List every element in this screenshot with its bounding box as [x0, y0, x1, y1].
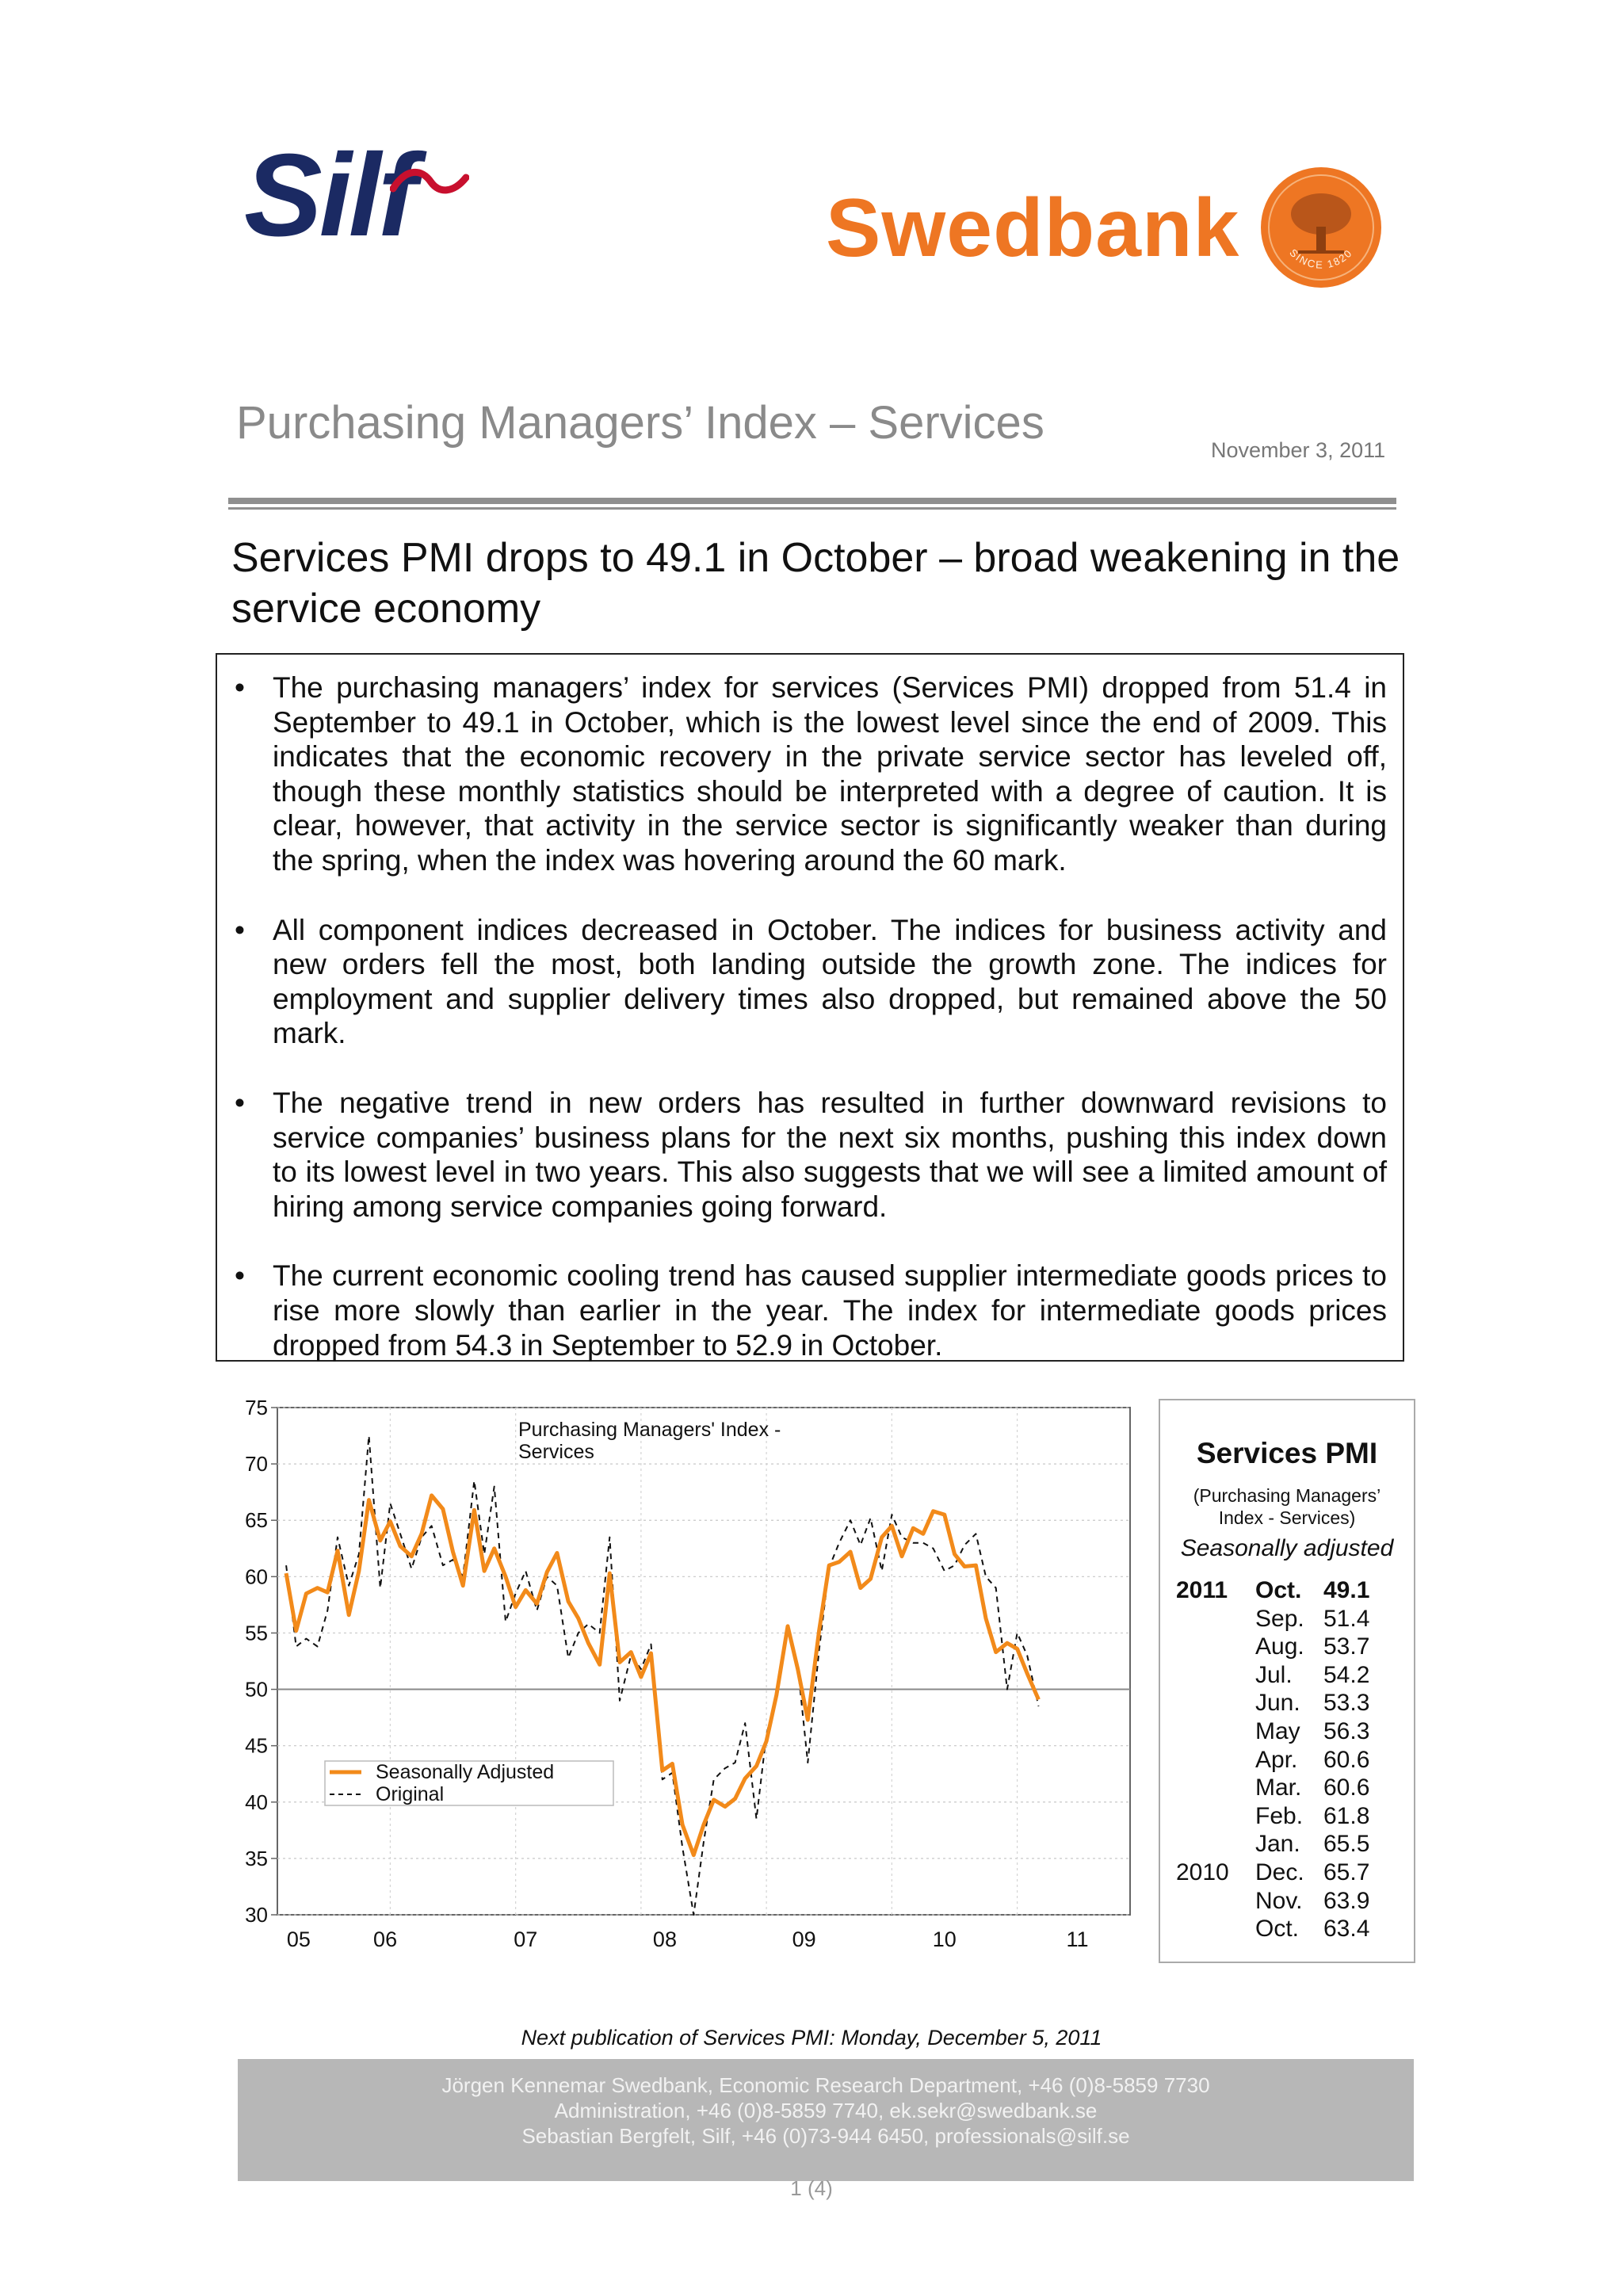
x-tick-label: 08 — [652, 1927, 677, 1951]
y-tick-label: 65 — [245, 1508, 268, 1533]
summary-bullet: • All component indices decreased in October. The indices for business activity and new orders fell the most, both landing outside the growth zone. The indices for employment and supplier delivery times also dropped, but remained above the 50 mark. — [273, 913, 1387, 1051]
summary-bullet: • The current economic cooling trend has caused supplier intermediate goods prices to rise more slowly than earlier in the year. The index for intermediate goods prices dropped from 54.3 in September to 52.9 in October. — [273, 1259, 1387, 1362]
silf-logo — [244, 130, 466, 261]
chart-title-line2: Services — [518, 1441, 594, 1463]
pmi-table-row — [1160, 1746, 1414, 1775]
pmi-table-month: Mar. — [1255, 1775, 1302, 1801]
silf-logo-text: Silf — [244, 130, 414, 261]
footer-contact-line: Sebastian Bergfelt, Silf, +46 (0)73-944 6450, professionals@silf.se — [521, 2124, 1130, 2148]
pmi-table-subtitle-line: Index - Services) — [1218, 1507, 1356, 1528]
y-tick-label: 75 — [245, 1396, 268, 1419]
document-date: November 3, 2011 — [1211, 438, 1386, 462]
pmi-table-row — [1160, 1633, 1414, 1661]
x-tick-label: 11 — [1066, 1927, 1089, 1951]
pmi-table-value: 61.8 — [1323, 1802, 1370, 1829]
pmi-line-chart — [222, 1395, 1141, 1966]
legend-sa-label: Seasonally Adjusted — [376, 1761, 555, 1783]
y-tick-label: 45 — [245, 1733, 268, 1758]
pmi-table-row — [1160, 1887, 1414, 1916]
pmi-table-value: 53.7 — [1323, 1633, 1370, 1660]
chart-legend — [325, 1761, 613, 1805]
y-tick-label: 40 — [245, 1790, 268, 1814]
pmi-table-row — [1160, 1576, 1414, 1605]
pmi-table-value: 65.5 — [1323, 1831, 1370, 1858]
pmi-table-value: 60.6 — [1323, 1775, 1370, 1801]
summary-list — [217, 655, 1403, 1362]
pmi-table-value: 51.4 — [1323, 1605, 1370, 1632]
next-publication-note: Next publication of Services PMI: Monday, December 5, 2011 — [521, 2026, 1102, 2050]
y-tick-label: 50 — [245, 1677, 268, 1702]
plot-area — [277, 1408, 1130, 1915]
pmi-table-value: 63.4 — [1323, 1916, 1370, 1943]
x-tick-label: 09 — [792, 1927, 816, 1951]
pmi-table-value: 49.1 — [1323, 1577, 1370, 1603]
swedbank-oak-seal-icon — [1258, 165, 1384, 290]
pmi-table-row — [1160, 1915, 1414, 1943]
x-tick-label: 05 — [286, 1927, 311, 1951]
pmi-table-row — [1160, 1605, 1414, 1633]
pmi-table-month: Apr. — [1255, 1746, 1298, 1773]
pmi-table-year: 2011 — [1176, 1577, 1228, 1603]
x-tick-label: 06 — [373, 1927, 398, 1951]
pmi-table-row — [1160, 1802, 1414, 1831]
pmi-table-value: 63.9 — [1323, 1887, 1370, 1914]
pmi-table-month: Nov. — [1255, 1887, 1303, 1914]
chart-title: Purchasing Managers' Index - — [518, 1419, 781, 1441]
pmi-table-row — [1160, 1859, 1414, 1887]
pmi-table-month: Aug. — [1255, 1633, 1304, 1660]
footer-contact-line: Administration, +46 (0)8-5859 7740, ek.sekr@swedbank.se — [554, 2099, 1098, 2122]
pmi-table-year: 2010 — [1176, 1859, 1229, 1885]
silf-swoosh-icon — [390, 160, 469, 208]
pmi-table-row — [1160, 1661, 1414, 1690]
pmi-table-title: Services PMI — [1196, 1437, 1378, 1469]
summary-box — [216, 653, 1404, 1362]
pmi-table-month: Oct. — [1255, 1577, 1302, 1603]
document-title: Purchasing Managers’ Index – Services — [236, 397, 1044, 449]
x-tick-label: 10 — [932, 1927, 957, 1951]
summary-bullet: • The purchasing managers’ index for services (Services PMI) dropped from 51.4 in September to 49.1 in October, which is the lowest level since the end of 2009. This indicates that the economic recovery in the private service sector has leveled off, though these monthly statistics should be interpreted with a degree of caution. It is clear, however, that activity in the service sector is significantly weaker than during the spring, when the index was hovering around the 60 mark. — [273, 670, 1387, 878]
pmi-table-value: 56.3 — [1323, 1718, 1370, 1744]
pmi-summary-table — [1159, 1399, 1415, 1963]
x-tick-label: 07 — [514, 1927, 538, 1951]
pmi-table-row — [1160, 1689, 1414, 1717]
y-tick-label: 60 — [245, 1564, 268, 1589]
summary-bullet: • The negative trend in new orders has resulted in further downward revisions to service companies’ business plans for the next six months, pushing this index down to its lowest level in two years. This also suggests that we will see a limited amount of hiring among service companies going forward. — [273, 1086, 1387, 1224]
seal-text: SINCE 1820 — [1287, 246, 1355, 271]
headline: Services PMI drops to 49.1 in October – broad weakening in the service economy — [231, 535, 1400, 632]
pmi-table-month: Feb. — [1255, 1802, 1304, 1829]
pmi-table-month: Jan. — [1255, 1831, 1300, 1858]
pmi-table-value: 60.6 — [1323, 1746, 1370, 1773]
pmi-table-value: 54.2 — [1323, 1661, 1370, 1688]
y-tick-label: 35 — [245, 1846, 268, 1870]
header-divider-thin — [228, 507, 1396, 510]
y-tick-label: 55 — [245, 1621, 268, 1645]
pmi-table-month: Oct. — [1255, 1916, 1300, 1943]
pmi-table-subtitle-line: (Purchasing Managers’ — [1193, 1485, 1381, 1506]
y-tick-label: 70 — [245, 1452, 268, 1477]
pmi-table-month: Jul. — [1255, 1661, 1293, 1688]
pmi-table-value: 65.7 — [1323, 1859, 1370, 1885]
pmi-table-month: Dec. — [1255, 1859, 1304, 1885]
swedbank-logo: Swedbank — [826, 182, 1240, 274]
y-tick-label: 30 — [245, 1903, 268, 1927]
pmi-table-subtitle — [1160, 1484, 1414, 1529]
footer-contact-line: Jörgen Kennemar Swedbank, Economic Research Department, +46 (0)8-5859 7730 — [441, 2073, 1210, 2097]
pmi-table-month: May — [1255, 1718, 1300, 1744]
pmi-table-row — [1160, 1830, 1414, 1859]
pmi-table-month: Jun. — [1255, 1690, 1300, 1717]
pmi-table-value: 53.3 — [1323, 1690, 1370, 1717]
pmi-table-month: Sep. — [1255, 1605, 1304, 1632]
contact-footer — [238, 2059, 1414, 2181]
pmi-table-row — [1160, 1774, 1414, 1802]
header-divider-thick — [228, 498, 1396, 504]
pmi-table-row — [1160, 1717, 1414, 1746]
page-number: 1 (4) — [790, 2176, 833, 2200]
pmi-table-seasonally-adjusted: Seasonally adjusted — [1180, 1535, 1394, 1561]
legend-original-label: Original — [376, 1783, 445, 1805]
